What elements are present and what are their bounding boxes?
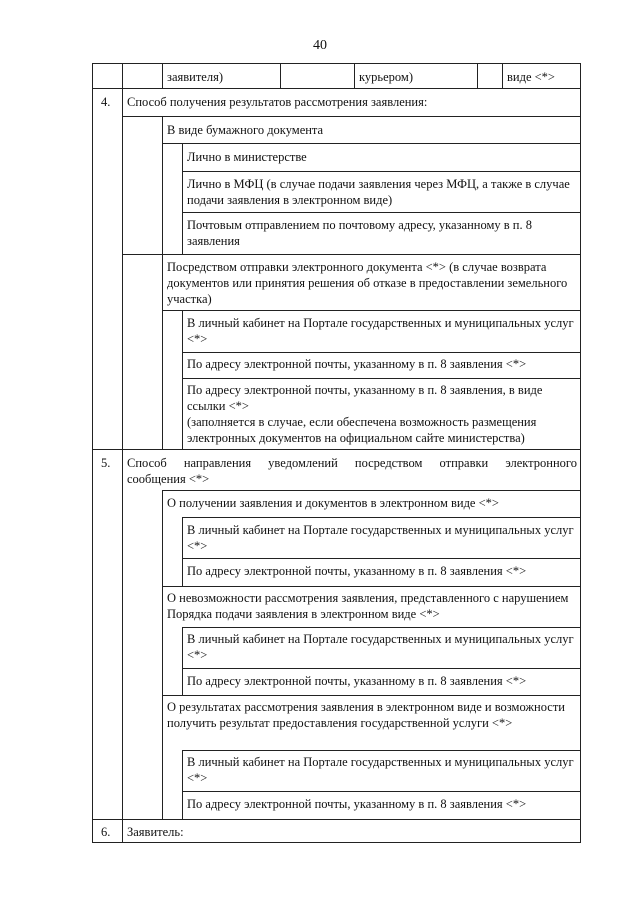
row-divider <box>93 819 580 820</box>
section-number: 6. <box>101 825 111 839</box>
col-divider <box>162 64 163 88</box>
section-title-cont: сообщения <*> <box>127 472 210 486</box>
col-divider <box>122 64 123 842</box>
applicant-cell: заявителя) <box>167 70 223 84</box>
col-divider <box>182 143 183 254</box>
section-title: Заявитель: <box>127 825 184 839</box>
col-divider <box>162 254 163 449</box>
row-divider <box>93 88 580 89</box>
section-number: 4. <box>101 95 111 109</box>
row-divider <box>183 627 580 628</box>
option-email-link-note: (заполняется в случае, если обеспечена возможность размещения электронных документов на официальном сайте министерства) <box>187 415 537 445</box>
option-email: По адресу электронной почты, указанному в п. 8 заявления <*> <box>187 357 527 371</box>
row-divider <box>183 352 580 353</box>
col-divider <box>162 490 163 819</box>
col-divider <box>162 116 163 254</box>
row-divider <box>123 116 580 117</box>
col-divider <box>182 310 183 449</box>
row-divider <box>183 558 580 559</box>
col-divider <box>182 750 183 819</box>
row-divider <box>183 750 580 751</box>
section-title: Способ направления уведомлений посредством отправки электронного <box>127 456 577 470</box>
section-number: 5. <box>101 456 111 470</box>
row-divider <box>93 449 580 450</box>
row-divider <box>183 378 580 379</box>
option-email: По адресу электронной почты, указанному в п. 8 заявления <*> <box>187 564 527 578</box>
view-cell: виде <*> <box>507 70 555 84</box>
row-divider <box>183 517 580 518</box>
row-divider <box>183 668 580 669</box>
option-mfc: Лично в МФЦ (в случае подачи заявления через МФЦ, а также в случае подачи заявления в электронном виде) <box>187 177 570 207</box>
option-portal: В личный кабинет на Портале государственных и муниципальных услуг <*> <box>187 632 574 662</box>
row-divider <box>163 586 580 587</box>
row-divider <box>183 791 580 792</box>
option-portal: В личный кабинет на Портале государственных и муниципальных услуг <*> <box>187 523 574 553</box>
option-email-link: По адресу электронной почты, указанному в п. 8 заявления, в виде ссылки <*> <box>187 383 543 413</box>
option-email: По адресу электронной почты, указанному в п. 8 заявления <*> <box>187 674 527 688</box>
col-divider <box>502 64 503 88</box>
form-table <box>92 63 581 843</box>
section-title: Способ получения результатов рассмотрения заявления: <box>127 95 428 109</box>
col-divider <box>354 64 355 88</box>
col-divider <box>182 627 183 695</box>
row-divider <box>183 212 580 213</box>
option-ministry: Лично в министерстве <box>187 150 307 164</box>
page-number: 40 <box>313 38 327 53</box>
option-portal: В личный кабинет на Портале государственных и муниципальных услуг <*> <box>187 755 574 785</box>
row-divider <box>163 310 580 311</box>
electronic-document-label: Посредством отправки электронного документа <*> (в случае возврата документов или принятия решения об отказе в предоставлении земельного участка) <box>167 260 568 306</box>
option-post: Почтовым отправлением по почтовому адресу, указанному в п. 8 заявления <box>187 218 532 248</box>
col-divider <box>280 64 281 88</box>
row-divider <box>163 490 580 491</box>
row-divider <box>163 143 580 144</box>
option-portal: В личный кабинет на Портале государственных и муниципальных услуг <*> <box>187 316 574 346</box>
option-email: По адресу электронной почты, указанному в п. 8 заявления <*> <box>187 797 527 811</box>
row-divider <box>163 695 580 696</box>
row-divider <box>123 254 580 255</box>
group-impossible-label: О невозможности рассмотрения заявления, представленного с нарушением Порядка подачи заявления в электронном виде <*> <box>167 591 569 621</box>
col-divider <box>182 517 183 586</box>
row-divider <box>183 171 580 172</box>
courier-cell: курьером) <box>359 70 413 84</box>
col-divider <box>477 64 478 88</box>
group-received-label: О получении заявления и документов в электронном виде <*> <box>167 496 499 510</box>
paper-document-label: В виде бумажного документа <box>167 123 324 137</box>
group-results-label: О результатах рассмотрения заявления в электронном виде и возможности получить результат предоставления государственной услуги <*> <box>167 700 565 730</box>
